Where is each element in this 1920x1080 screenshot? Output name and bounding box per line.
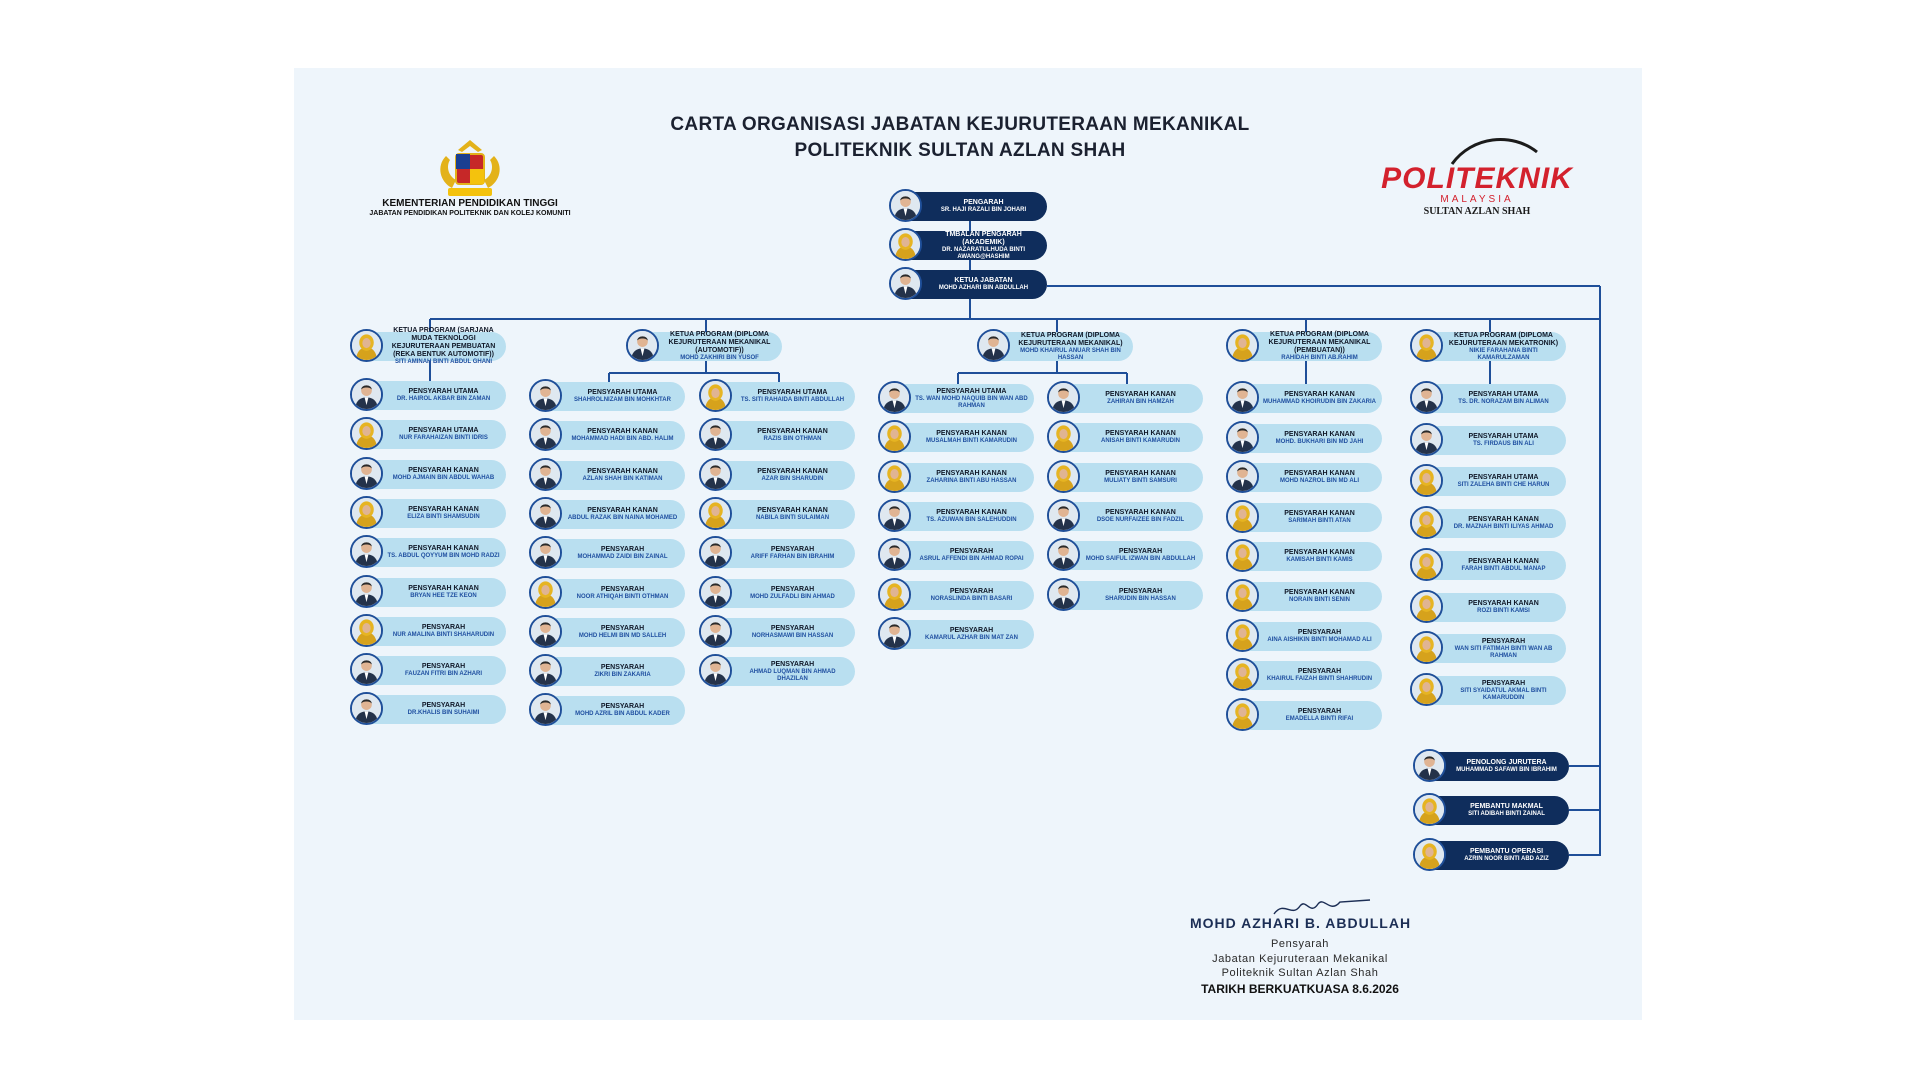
member-card	[1051, 502, 1203, 531]
card-name: RAHIDAH BINTI AB.RAHIM	[1281, 355, 1358, 361]
card-role: PENSYARAH	[421, 663, 466, 670]
female-avatar-icon	[1226, 579, 1259, 612]
male-avatar-icon	[878, 538, 911, 571]
card-name: SARIMAH BINTI ATAN	[1288, 518, 1351, 524]
card-name: ABDUL RAZAK BIN NAINA MOHAMED	[567, 515, 678, 521]
card-role: PENSYARAH UTAMA	[1468, 433, 1539, 440]
member-card	[882, 502, 1034, 531]
card-role: PENSYARAH	[949, 548, 994, 555]
card-role: TMBALAN PENGARAH (AKADEMIK)	[945, 230, 1022, 246]
card-role: PENSYARAH KANAN	[1284, 510, 1355, 517]
card-role: PENSYARAH KANAN	[1105, 509, 1176, 516]
card-name: AZRIN NOOR BINTI ABD AZIZ	[1464, 856, 1549, 862]
card-name: AZLAN SHAH BIN KATIMAN	[582, 476, 663, 482]
male-avatar-icon	[1410, 381, 1443, 414]
card-role: PENSYARAH UTAMA	[408, 427, 479, 434]
card-name: MOHD SAIFUL IZWAN BIN ABDULLAH	[1085, 556, 1196, 562]
member-card	[703, 382, 855, 411]
card-name: ASRUL AFFENDI BIN AHMAD ROPAI	[919, 556, 1024, 562]
card-role: PENSYARAH	[1297, 629, 1342, 636]
support-card-1	[1417, 796, 1569, 825]
card-role: PENSYARAH KANAN	[1284, 391, 1355, 398]
card-role: PENSYARAH KANAN	[587, 468, 658, 475]
card-role: PENSYARAH KANAN	[757, 468, 828, 475]
card-name: KAMISAH BINTI KAMIS	[1286, 557, 1353, 563]
card-name: TS. DR. NORAZAM BIN ALIMAN	[1458, 399, 1549, 405]
male-avatar-icon	[350, 692, 383, 725]
member-card	[1051, 463, 1203, 492]
female-avatar-icon	[1226, 500, 1259, 533]
program-head-0	[354, 327, 506, 365]
male-avatar-icon	[889, 189, 922, 222]
card-name: EMADELLA BINTI RIFAI	[1285, 716, 1354, 722]
male-avatar-icon	[529, 379, 562, 412]
card-name: MOHD AZRIL BIN ABDUL KADER	[575, 711, 670, 717]
male-avatar-icon	[1413, 749, 1446, 782]
female-avatar-icon	[1410, 673, 1443, 706]
card-role: PENSYARAH	[770, 586, 815, 593]
card-name: MOHD ZAKHIRI BIN YUSOF	[680, 355, 759, 361]
card-name: WAN SITI FATIMAH BINTI WAN AB RAHMAN	[1454, 645, 1553, 659]
card-name: FARAH BINTI ABDUL MANAP	[1461, 566, 1546, 572]
member-card	[1414, 676, 1566, 705]
card-role: PENSYARAH KANAN	[936, 509, 1007, 516]
female-avatar-icon	[1410, 590, 1443, 623]
female-avatar-icon	[878, 578, 911, 611]
card-name: DSOE NURFAIZEE BIN FADZIL	[1096, 517, 1185, 523]
card-name: ZIKRI BIN ZAKARIA	[594, 672, 651, 678]
member-card	[1414, 551, 1566, 580]
card-name: BRYAN HEE TZE KEON	[410, 593, 477, 599]
female-avatar-icon	[529, 576, 562, 609]
card-role: PENSYARAH	[770, 546, 815, 553]
program-head-4	[1414, 332, 1566, 361]
male-avatar-icon	[878, 617, 911, 650]
card-role: PENSYARAH KANAN	[408, 585, 479, 592]
card-name: AHMAD LUQMAN BIN AHMAD DHAZILAN	[749, 668, 836, 682]
male-avatar-icon	[626, 329, 659, 362]
card-name: NORAIN BINTI SENIN	[1288, 597, 1350, 603]
card-role: PENSYARAH KANAN	[408, 545, 479, 552]
signature-name: MOHD AZHARI B. ABDULLAH	[1190, 915, 1412, 931]
card-role: KETUA PROGRAM (DIPLOMA KEJURUTERAAN MEKATRONIK)	[1448, 331, 1559, 347]
member-card	[533, 382, 685, 411]
card-role: PENSYARAH	[421, 624, 466, 631]
card-role: PENSYARAH KANAN	[936, 470, 1007, 477]
card-name: SITI SYAIDATUL AKMAL BINTI KAMARUDDIN	[1460, 687, 1547, 701]
member-card	[882, 620, 1034, 649]
card-role: PENSYARAH	[600, 664, 645, 671]
card-name: TS. WAN MOHD NAQUIB BIN WAN ABD RAHMAN	[915, 395, 1028, 409]
card-name: TS. SITI RAHAIDA BINTI ABDULLAH	[740, 397, 845, 403]
card-name: NORASLINDA BINTI BASARI	[930, 596, 1013, 602]
card-role: PENSYARAH UTAMA	[587, 389, 658, 396]
member-card	[1230, 463, 1382, 492]
member-card	[354, 656, 506, 685]
card-role: PENSYARAH KANAN	[1105, 430, 1176, 437]
male-avatar-icon	[1047, 578, 1080, 611]
card-role: PENSYARAH KANAN	[936, 430, 1007, 437]
politeknik-logo	[1362, 130, 1592, 220]
female-avatar-icon	[1226, 698, 1259, 731]
card-name: MUHAMMAD KHOIRUDIN BIN ZAKARIA	[1263, 399, 1376, 405]
card-role: PENSYARAH	[949, 627, 994, 634]
card-name: ZAHARINA BINTI ABU HASSAN	[926, 478, 1017, 484]
card-name: NIKIE FARAHANA BINTI KAMARULZAMAN	[1469, 347, 1538, 361]
member-card	[354, 381, 506, 410]
card-name: SHARUDIN BIN HASSAN	[1105, 596, 1176, 602]
card-name: MUHAMMAD SAFAWI BIN IBRAHIM	[1456, 767, 1557, 773]
member-card	[1230, 622, 1382, 651]
male-avatar-icon	[529, 693, 562, 726]
card-name: AINA AISHIKIN BINTI MOHAMAD ALI	[1267, 637, 1372, 643]
member-card	[703, 421, 855, 450]
member-card	[1414, 593, 1566, 622]
card-role: KETUA JABATAN	[954, 277, 1013, 284]
card-role: PENSYARAH	[1297, 668, 1342, 675]
card-role: PENSYARAH KANAN	[408, 506, 479, 513]
male-avatar-icon	[529, 615, 562, 648]
female-avatar-icon	[350, 496, 383, 529]
female-avatar-icon	[1410, 506, 1443, 539]
card-name: TS. AZUWAN BIN SALEHUDDIN	[926, 517, 1017, 523]
card-name: MOHD NAZROL BIN MD ALI	[1280, 478, 1359, 484]
member-card	[703, 500, 855, 529]
member-card	[703, 657, 855, 686]
male-avatar-icon	[1226, 381, 1259, 414]
card-name: NOOR ATHIQAH BINTI OTHMAN	[576, 594, 669, 600]
male-avatar-icon	[350, 575, 383, 608]
member-card	[1230, 582, 1382, 611]
card-role: PENSYARAH UTAMA	[408, 388, 479, 395]
card-name: ZAHIRAN BIN HAMZAH	[1107, 399, 1174, 405]
card-name: MOHD AJMAIN BIN ABDUL WAHAB	[392, 475, 495, 481]
female-avatar-icon	[1226, 329, 1259, 362]
female-avatar-icon	[699, 497, 732, 530]
card-role: PENSYARAH UTAMA	[936, 387, 1007, 395]
card-name: SITI ADIBAH BINTI ZAINAL	[1468, 811, 1545, 817]
female-avatar-icon	[1413, 838, 1446, 871]
card-name: RAZIS BIN OTHMAN	[763, 436, 822, 442]
card-role: PENSYARAH	[770, 625, 815, 632]
logo-text: POLITEKNIK	[1381, 162, 1573, 195]
member-card	[1230, 384, 1382, 413]
card-name: MOHD KHAIRUL ANUAR SHAH BIN HASSAN	[1020, 347, 1121, 361]
member-card	[533, 579, 685, 608]
member-card	[1414, 426, 1566, 455]
card-name: MUSALMAH BINTI KAMARUDIN	[926, 438, 1017, 444]
signature-institution: Politeknik Sultan Azlan Shah	[1221, 967, 1379, 979]
male-avatar-icon	[889, 267, 922, 300]
member-card	[533, 657, 685, 686]
female-avatar-icon	[1413, 793, 1446, 826]
card-name: DR.KHALIS BIN SUHAIMI	[407, 710, 480, 716]
male-avatar-icon	[878, 381, 911, 414]
card-name: ROZI BINTI KAMSI	[1477, 608, 1530, 614]
male-avatar-icon	[350, 378, 383, 411]
female-avatar-icon	[1047, 460, 1080, 493]
chart-subtitle: POLITEKNIK SULTAN AZLAN SHAH	[794, 140, 1126, 161]
card-role: PENSYARAH KANAN	[757, 428, 828, 435]
card-role: PEMBANTU MAKMAL	[1470, 803, 1543, 810]
member-card	[533, 461, 685, 490]
card-name: NABILA BINTI SULAIMAN	[755, 515, 830, 521]
card-role: KETUA PROGRAM (DIPLOMA KEJURUTERAAN MEKANIKAL (AUTOMOTIF))	[668, 331, 771, 354]
member-card	[1051, 423, 1203, 452]
member-card	[354, 499, 506, 528]
member-card	[1414, 384, 1566, 413]
card-role: PENSYARAH	[600, 586, 645, 593]
female-avatar-icon	[699, 379, 732, 412]
member-card	[1414, 634, 1566, 663]
female-avatar-icon	[350, 417, 383, 450]
female-avatar-icon	[1410, 631, 1443, 664]
male-avatar-icon	[350, 535, 383, 568]
malaysia-crest-icon	[432, 136, 508, 200]
card-role: PENSYARAH	[600, 546, 645, 553]
male-avatar-icon	[529, 458, 562, 491]
female-avatar-icon	[1047, 420, 1080, 453]
card-role: KETUA PROGRAM (SARJANA MUDA TEKNOLOGI KEJURUTERAAN PEMBUATAN (REKA BENTUK AUTOMOTIF))	[391, 327, 496, 358]
male-avatar-icon	[699, 654, 732, 687]
card-role: PENSYARAH KANAN	[1468, 516, 1539, 523]
logo-sub: MALAYSIA	[1440, 194, 1514, 205]
card-role: PENSYARAH KANAN	[587, 428, 658, 435]
card-role: PENSYARAH	[1481, 637, 1526, 645]
program-head-2	[981, 332, 1133, 361]
member-card	[354, 617, 506, 646]
signature-position: Pensyarah	[1271, 938, 1329, 950]
card-role: PENSYARAH UTAMA	[1468, 474, 1539, 481]
member-card	[703, 618, 855, 647]
member-card	[882, 384, 1034, 413]
male-avatar-icon	[529, 418, 562, 451]
card-name: TS. FIRDAUS BIN ALI	[1473, 441, 1534, 447]
card-role: PENSYARAH KANAN	[757, 507, 828, 514]
card-role: PENSYARAH	[1481, 679, 1526, 687]
card-name: TS. ABDUL QOYYUM BIN MOHD RADZI	[387, 553, 500, 559]
card-role: PENSYARAH KANAN	[408, 467, 479, 474]
member-card	[533, 421, 685, 450]
female-avatar-icon	[889, 228, 922, 261]
member-card	[354, 578, 506, 607]
male-avatar-icon	[699, 536, 732, 569]
top-card-0	[893, 192, 1047, 221]
female-avatar-icon	[1410, 548, 1443, 581]
member-card	[1051, 581, 1203, 610]
male-avatar-icon	[977, 329, 1010, 362]
program-head-1	[630, 332, 782, 361]
male-avatar-icon	[878, 499, 911, 532]
female-avatar-icon	[878, 420, 911, 453]
card-role: PENSYARAH KANAN	[1284, 549, 1355, 556]
member-card	[703, 461, 855, 490]
female-avatar-icon	[1226, 539, 1259, 572]
support-card-2	[1417, 841, 1569, 870]
card-role: PEMBANTU OPERASI	[1469, 848, 1544, 855]
card-name: MULIATY BINTI SAMSURI	[1104, 478, 1177, 484]
member-card	[533, 696, 685, 725]
card-name: MOHAMMAD HADI BIN ABD. HALIM	[571, 436, 674, 442]
card-name: DR. HAIROL AKBAR BIN ZAMAN	[396, 396, 491, 402]
card-role: PENSYARAH UTAMA	[1468, 391, 1539, 398]
male-avatar-icon	[1047, 538, 1080, 571]
male-avatar-icon	[529, 654, 562, 687]
card-role: PENSYARAH KANAN	[1468, 558, 1539, 565]
card-name: DR. NAZARATULHUDA BINTI AWANG@HASHIM	[942, 246, 1025, 260]
card-role: PENSYARAH	[1118, 588, 1163, 595]
male-avatar-icon	[699, 458, 732, 491]
female-avatar-icon	[1410, 464, 1443, 497]
card-role: PENSYARAH	[1297, 708, 1342, 715]
member-card	[1414, 509, 1566, 538]
ministry-department: JABATAN PENDIDIKAN POLITEKNIK DAN KOLEJ KOMUNITI	[369, 210, 571, 217]
male-avatar-icon	[1410, 423, 1443, 456]
member-card	[533, 539, 685, 568]
card-role: PENSYARAH	[1118, 548, 1163, 555]
card-name: KHAIRUL FAIZAH BINTI SHAHRUDIN	[1266, 676, 1373, 682]
card-name: NORHASMAWI BIN HASSAN	[751, 633, 834, 639]
card-name: DR. MAZNAH BINTI ILIYAS AHMAD	[1453, 524, 1554, 530]
card-role: PENSYARAH KANAN	[1468, 600, 1539, 607]
member-card	[533, 500, 685, 529]
card-name: ANISAH BINTI KAMARUDIN	[1101, 438, 1180, 444]
male-avatar-icon	[1047, 381, 1080, 414]
female-avatar-icon	[878, 460, 911, 493]
card-name: MOHAMMAD ZAIDI BIN ZAINAL	[577, 554, 668, 560]
member-card	[1230, 701, 1382, 730]
card-name: NUR AMALINA BINTI SHAHARUDIN	[392, 632, 495, 638]
card-role: PENSYARAH	[770, 660, 815, 668]
card-role: PENSYARAH	[600, 703, 645, 710]
member-card	[882, 423, 1034, 452]
male-avatar-icon	[699, 615, 732, 648]
card-name: MOHD ZULFADLI BIN AHMAD	[750, 594, 835, 600]
member-card	[1051, 541, 1203, 570]
male-avatar-icon	[350, 653, 383, 686]
card-name: MOHD. BUKHARI BIN MD JAHI	[1275, 439, 1364, 445]
card-name: SITI ZALEHA BINTI CHE HARUN	[1457, 482, 1550, 488]
support-card-0	[1417, 752, 1569, 781]
female-avatar-icon	[350, 329, 383, 362]
card-name: MOHD HELMI BIN MD SALLEH	[578, 633, 667, 639]
member-card	[1230, 424, 1382, 453]
card-name: NUR FARAHAIZAN BINTI IDRIS	[399, 435, 488, 441]
card-name: MOHD AZHARI BIN ABDULLAH	[938, 285, 1029, 291]
card-role: PENSYARAH KANAN	[1105, 391, 1176, 398]
member-card	[1051, 384, 1203, 413]
top-card-1	[893, 231, 1047, 260]
effective-date: TARIKH BERKUATKUASA 8.6.2026	[1201, 982, 1399, 996]
member-card	[1230, 661, 1382, 690]
card-name: ELIZA BINTI SHAMSUDIN	[407, 514, 480, 520]
member-card	[1414, 467, 1566, 496]
member-card	[1230, 542, 1382, 571]
member-card	[882, 581, 1034, 610]
female-avatar-icon	[1226, 619, 1259, 652]
card-role: PENSYARAH KANAN	[1284, 431, 1355, 438]
female-avatar-icon	[1410, 329, 1443, 362]
female-avatar-icon	[350, 614, 383, 647]
card-role: PENSYARAH	[949, 588, 994, 595]
logo-campus: SULTAN AZLAN SHAH	[1423, 206, 1531, 217]
card-role: PENOLONG JURUTERA	[1466, 759, 1547, 766]
card-role: KETUA PROGRAM (DIPLOMA KEJURUTERAAN MEKANIKAL)	[1018, 331, 1123, 347]
card-name: AZAR BIN SHARUDIN	[761, 476, 824, 482]
card-role: PENGARAH	[963, 199, 1004, 206]
member-card	[882, 463, 1034, 492]
card-name: SHAHROLNIZAM BIN MOHKHTAR	[574, 397, 671, 403]
card-name: KAMARUL AZHAR BIN MAT ZAN	[925, 635, 1018, 641]
card-name: FAUZAN FITRI BIN AZHARI	[404, 671, 483, 677]
male-avatar-icon	[529, 536, 562, 569]
member-card	[882, 541, 1034, 570]
male-avatar-icon	[350, 457, 383, 490]
member-card	[703, 579, 855, 608]
ministry-name: KEMENTERIAN PENDIDIKAN TINGGI	[382, 198, 558, 209]
female-avatar-icon	[1226, 658, 1259, 691]
card-role: PENSYARAH KANAN	[1284, 470, 1355, 477]
member-card	[354, 695, 506, 724]
card-role: PENSYARAH UTAMA	[757, 389, 828, 396]
member-card	[533, 618, 685, 647]
top-card-2	[893, 270, 1047, 299]
card-role: PENSYARAH KANAN	[1105, 470, 1176, 477]
card-name: SR. HAJI RAZALI BIN JOHARI	[940, 207, 1027, 213]
male-avatar-icon	[1226, 421, 1259, 454]
card-role: KETUA PROGRAM (DIPLOMA KEJURUTERAAN MEKANIKAL (PEMBUATAN))	[1268, 331, 1371, 354]
card-role: PENSYARAH KANAN	[587, 507, 658, 514]
card-name: SITI AMINAH BINTI ABDUL GHANI	[394, 359, 493, 365]
male-avatar-icon	[699, 576, 732, 609]
male-avatar-icon	[1226, 460, 1259, 493]
member-card	[354, 460, 506, 489]
member-card	[354, 420, 506, 449]
card-role: PENSYARAH KANAN	[1284, 589, 1355, 596]
member-card	[703, 539, 855, 568]
card-role: PENSYARAH	[600, 625, 645, 632]
signature-department: Jabatan Kejuruteraan Mekanikal	[1212, 953, 1388, 965]
member-card	[354, 538, 506, 567]
chart-title: CARTA ORGANISASI JABATAN KEJURUTERAAN MEKANIKAL	[670, 114, 1250, 135]
card-role: PENSYARAH	[421, 702, 466, 709]
program-head-3	[1230, 332, 1382, 361]
male-avatar-icon	[1047, 499, 1080, 532]
member-card	[1230, 503, 1382, 532]
male-avatar-icon	[529, 497, 562, 530]
male-avatar-icon	[699, 418, 732, 451]
card-name: ARIFF FARHAN BIN IBRAHIM	[750, 554, 835, 560]
